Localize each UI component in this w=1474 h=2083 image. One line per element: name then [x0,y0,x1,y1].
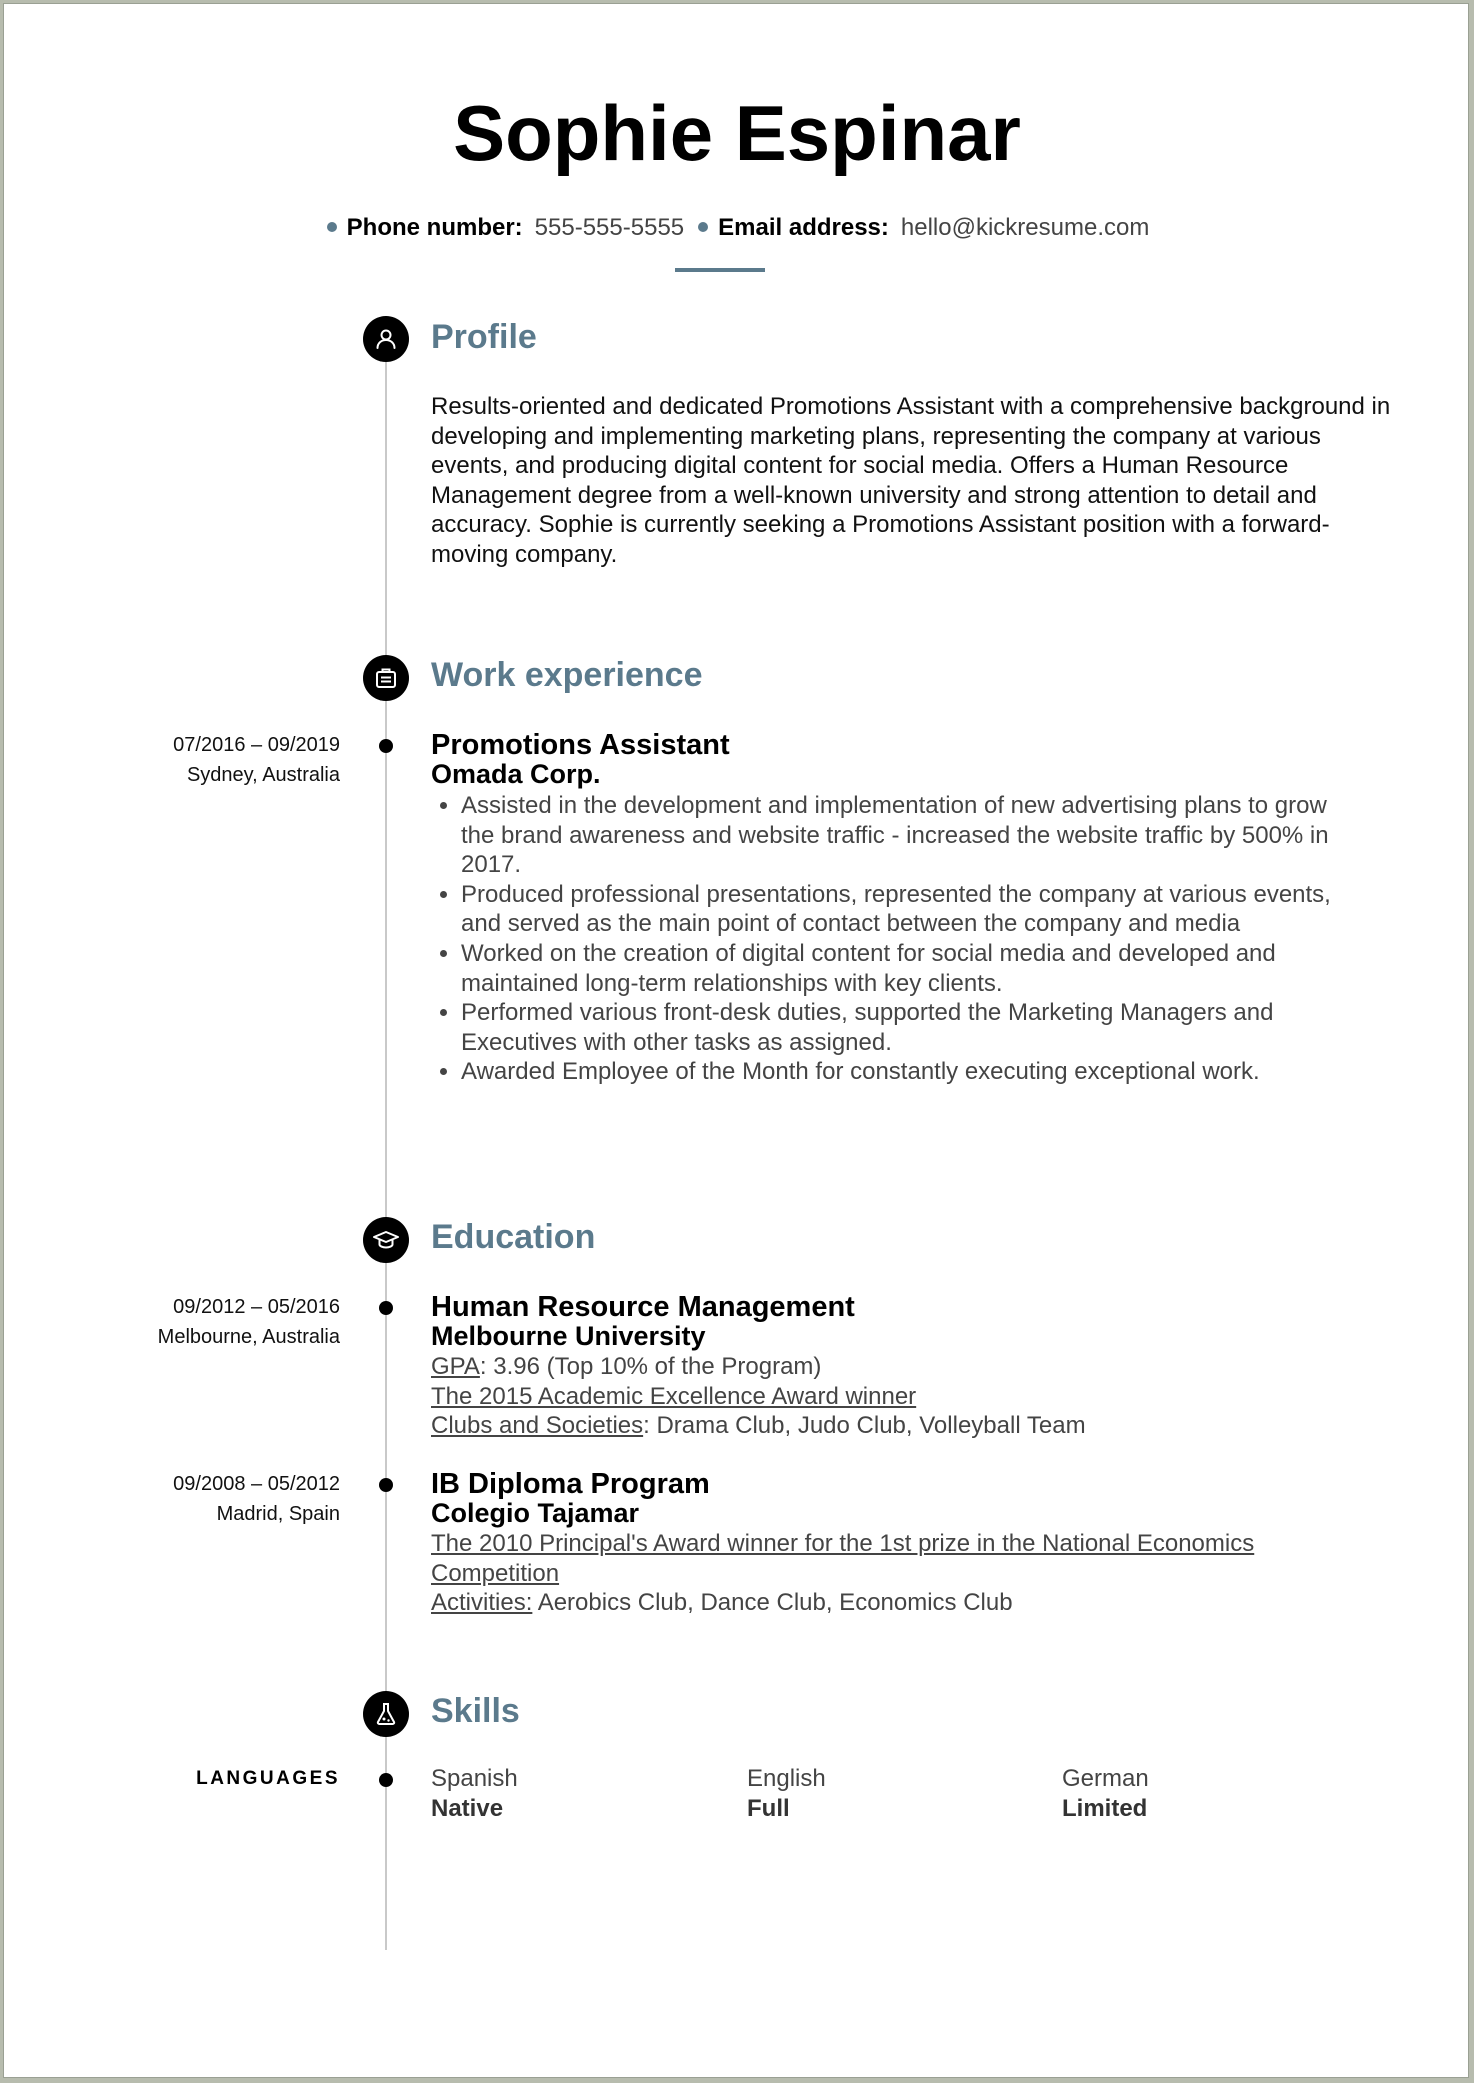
award-text: The 2010 Principal's Award winner for the 1st prize in the National Economics Competition [431,1530,1255,1587]
timeline-dot [379,1478,393,1492]
resume-page [3,3,1469,2078]
degree-title: IB Diploma Program [431,1468,710,1500]
job-company: Omada Corp. [431,759,601,789]
clubs-value: : Drama Club, Judo Club, Volleyball Team [643,1412,1086,1440]
email-label: Email address: [718,214,889,241]
work-heading: Work experience [431,656,703,694]
skills-heading: Skills [431,1692,520,1730]
person-icon [363,316,409,362]
activities-value: Aerobics Club, Dance Club, Economics Club [532,1589,1013,1617]
list-item: • Produced professional presentations, represented the company at various events, and served as the main point of contact between the company and media [461,880,1331,939]
education-entry [431,1469,1391,1618]
timeline-dot [379,739,393,753]
language-item [1062,1764,1149,1823]
gpa-line [431,1352,1391,1382]
degree-title: Human Resource Management [431,1291,855,1323]
education-meta [158,1292,340,1352]
flask-icon [363,1691,409,1737]
graduation-cap-icon [363,1217,409,1263]
school-name: Colegio Tajamar [431,1498,640,1528]
education-entry [431,1292,1391,1441]
phone-value[interactable]: 555-555-5555 [534,214,685,241]
briefcase-icon [363,655,409,701]
award-text: The 2015 Academic Excellence Award winner [431,1382,917,1410]
school-name: Melbourne University [431,1321,706,1351]
gpa-value: : 3.96 (Top 10% of the Program) [479,1353,822,1380]
timeline-dot [379,1301,393,1315]
contact-line [4,214,1470,242]
clubs-label: Clubs and Societies [431,1412,644,1440]
job-location: Sydney, Australia [186,764,340,786]
job-entry [431,730,1391,1087]
education-dates: 09/2012 – 05/2016 [173,1296,340,1318]
job-title: Promotions Assistant [431,729,730,761]
language-item [747,1764,826,1823]
email-value[interactable]: hello@kickresume.com [900,214,1150,241]
phone-label: Phone number: [346,214,523,241]
profile-heading: Profile [431,318,537,356]
languages-label: LANGUAGES [196,1768,340,1789]
timeline-dot [379,1773,393,1787]
award-line [431,1382,1391,1412]
header-divider [675,268,765,272]
award-line [431,1529,1311,1588]
list-item: • Worked on the creation of digital content for social media and developed and maintained long-term relationships with key clients. [461,939,1331,998]
bullet-icon [327,222,337,232]
language-level: Full [747,1794,790,1822]
job-meta [173,730,340,790]
education-heading: Education [431,1218,596,1256]
candidate-name: Sophie Espinar [453,89,1021,177]
language-item [431,1764,518,1823]
profile-section [431,392,1391,570]
language-name: Spanish [431,1765,518,1792]
education-location: Melbourne, Australia [157,1326,340,1348]
profile-text: Results-oriented and dedicated Promotions Assistant with a comprehensive background in developing and implementing marketing plans, representing the company at various events, and producing digital content for social media. Offers a Human Resource Management degree from a well-known university and strong attention to detail and accuracy. Sophie is currently seeking a Promotions Assistant position with a forward-moving company. [431,393,1391,568]
list-item: • Performed various front-desk duties, supported the Marketing Managers and Executives with other tasks as assigned. [461,998,1331,1057]
job-dates: 07/2016 – 09/2019 [173,734,340,756]
list-item: • Awarded Employee of the Month for constantly executing exceptional work. [461,1057,1331,1087]
list-item: • Assisted in the development and implementation of new advertising plans to grow the brand awareness and website traffic - increased the website traffic by 500% in 2017. [461,791,1331,880]
activities-label: Activities: [431,1589,533,1617]
language-level: Native [431,1794,504,1822]
job-bullets [431,791,1391,1087]
activities-line [431,1588,1391,1618]
language-level: Limited [1062,1794,1148,1822]
clubs-line [431,1411,1391,1441]
education-meta [173,1469,340,1529]
education-dates: 09/2008 – 05/2012 [173,1473,340,1495]
bullet-icon [698,222,708,232]
education-location: Madrid, Spain [216,1503,340,1525]
language-name: German [1062,1765,1149,1792]
language-name: English [747,1765,826,1792]
gpa-label: GPA [431,1353,480,1380]
